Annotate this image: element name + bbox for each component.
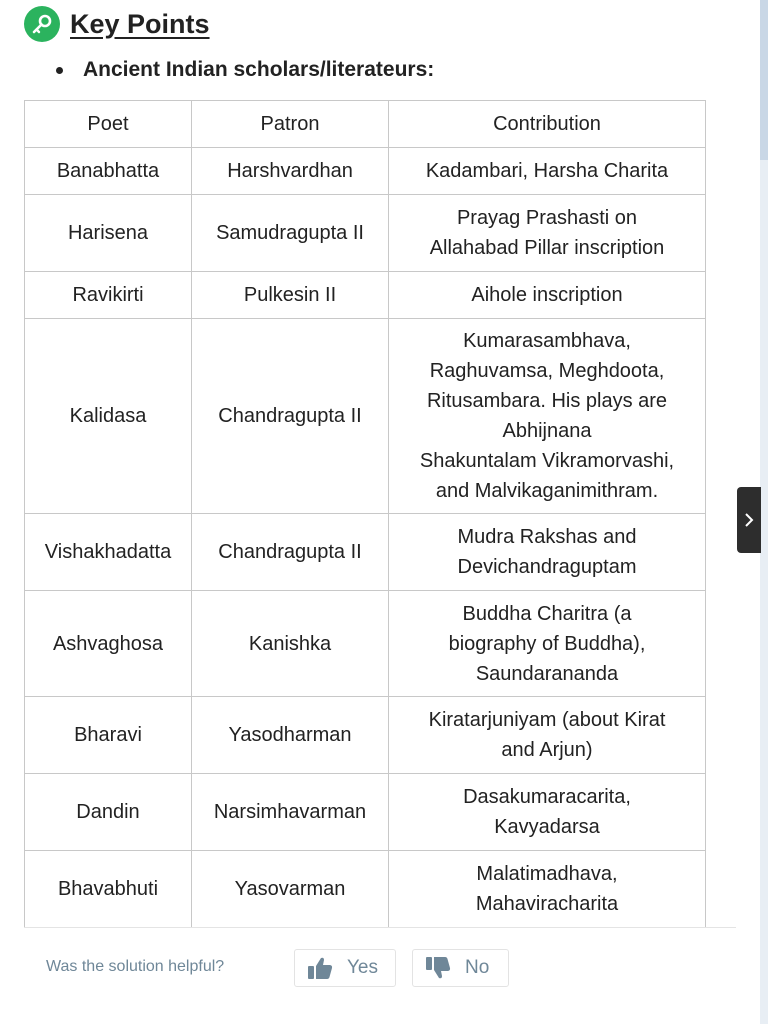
contribution-line: Ritusambara. His plays are — [426, 390, 668, 412]
section-heading — [24, 6, 210, 42]
patron-cell: Yasovarman — [192, 851, 389, 928]
bullet-item — [56, 58, 434, 82]
poet-cell: Ashvaghosa — [25, 591, 192, 697]
contribution-line: Prayag Prashasti on — [456, 207, 638, 229]
scholars-table — [24, 100, 706, 928]
yes-label: Yes — [347, 957, 378, 978]
feedback-question: Was the solution helpful? — [46, 958, 225, 975]
table-row — [25, 195, 706, 272]
contribution-cell — [389, 697, 706, 774]
contribution-line: Aihole inscription — [471, 284, 623, 306]
contribution-cell — [389, 148, 706, 195]
patron-cell: Kanishka — [192, 591, 389, 697]
table-row — [25, 774, 706, 851]
contribution-line: Raghuvamsa, Meghdoota, — [429, 360, 665, 382]
page-scrollbar[interactable] — [760, 0, 768, 1024]
table-row — [25, 148, 706, 195]
poet-cell: Bhavabhuti — [25, 851, 192, 928]
key-icon — [24, 6, 60, 42]
contribution-line: and Arjun) — [501, 739, 593, 761]
contribution-line: and Malvikaganimithram. — [435, 480, 659, 502]
contribution-line: Malatimadhava, — [476, 863, 618, 885]
contribution-line: Kiratarjuniyam (about Kirat — [428, 709, 666, 731]
patron-cell: Yasodharman — [192, 697, 389, 774]
contribution-line: Allahabad Pillar inscription — [429, 237, 665, 259]
contribution-cell — [389, 195, 706, 272]
column-header: Patron — [192, 101, 389, 148]
contribution-line: Devichandraguptam — [457, 556, 637, 578]
contribution-cell — [389, 851, 706, 928]
poet-cell: Banabhatta — [25, 148, 192, 195]
table-row — [25, 514, 706, 591]
table-header-row — [25, 101, 706, 148]
table-row — [25, 851, 706, 928]
divider — [24, 927, 736, 928]
patron-cell: Harshvardhan — [192, 148, 389, 195]
column-header: Poet — [25, 101, 192, 148]
bullet-dot — [56, 67, 63, 74]
contribution-line: Abhijnana — [502, 420, 592, 442]
contribution-line: Kumarasambhava, — [463, 330, 631, 352]
table-row — [25, 591, 706, 697]
contribution-line: Kavyadarsa — [494, 816, 600, 838]
poet-cell: Kalidasa — [25, 319, 192, 514]
poet-cell: Bharavi — [25, 697, 192, 774]
patron-cell: Samudragupta II — [192, 195, 389, 272]
contribution-line: biography of Buddha), — [448, 632, 646, 655]
contribution-line: Dasakumaracarita, — [463, 786, 631, 808]
contribution-cell — [389, 272, 706, 319]
no-button[interactable] — [412, 949, 509, 987]
poet-cell: Ravikirti — [25, 272, 192, 319]
contribution-line: Saundarananda — [475, 662, 619, 685]
page-title: Key Points — [70, 8, 210, 39]
contribution-line: Shakuntalam Vikramorvashi, — [419, 450, 675, 472]
contribution-line: Kadambari, Harsha Charita — [425, 160, 669, 182]
table-row — [25, 319, 706, 514]
bullet-text: Ancient Indian scholars/literateurs: — [83, 58, 435, 81]
poet-cell: Dandin — [25, 774, 192, 851]
contribution-line: Buddha Charitra (a — [462, 602, 632, 625]
side-panel-toggle-button[interactable] — [737, 487, 761, 553]
patron-cell: Pulkesin II — [192, 272, 389, 319]
table-row — [25, 272, 706, 319]
column-header: Contribution — [389, 101, 706, 148]
poet-cell: Vishakhadatta — [25, 514, 192, 591]
patron-cell: Chandragupta II — [192, 319, 389, 514]
yes-button[interactable] — [294, 949, 396, 987]
no-label: No — [465, 957, 490, 978]
contribution-cell — [389, 591, 706, 697]
contribution-line: Mudra Rakshas and — [457, 526, 637, 548]
contribution-line: Mahaviracharita — [475, 893, 619, 915]
contribution-cell — [389, 514, 706, 591]
contribution-cell — [389, 774, 706, 851]
patron-cell: Narsimhavarman — [192, 774, 389, 851]
chevron-right-icon — [743, 511, 755, 529]
contribution-cell — [389, 319, 706, 514]
poet-cell: Harisena — [25, 195, 192, 272]
scrollbar-thumb[interactable] — [760, 0, 768, 160]
thumbs-down-icon — [425, 956, 451, 980]
thumbs-up-icon — [307, 956, 333, 980]
patron-cell: Chandragupta II — [192, 514, 389, 591]
table-row — [25, 697, 706, 774]
